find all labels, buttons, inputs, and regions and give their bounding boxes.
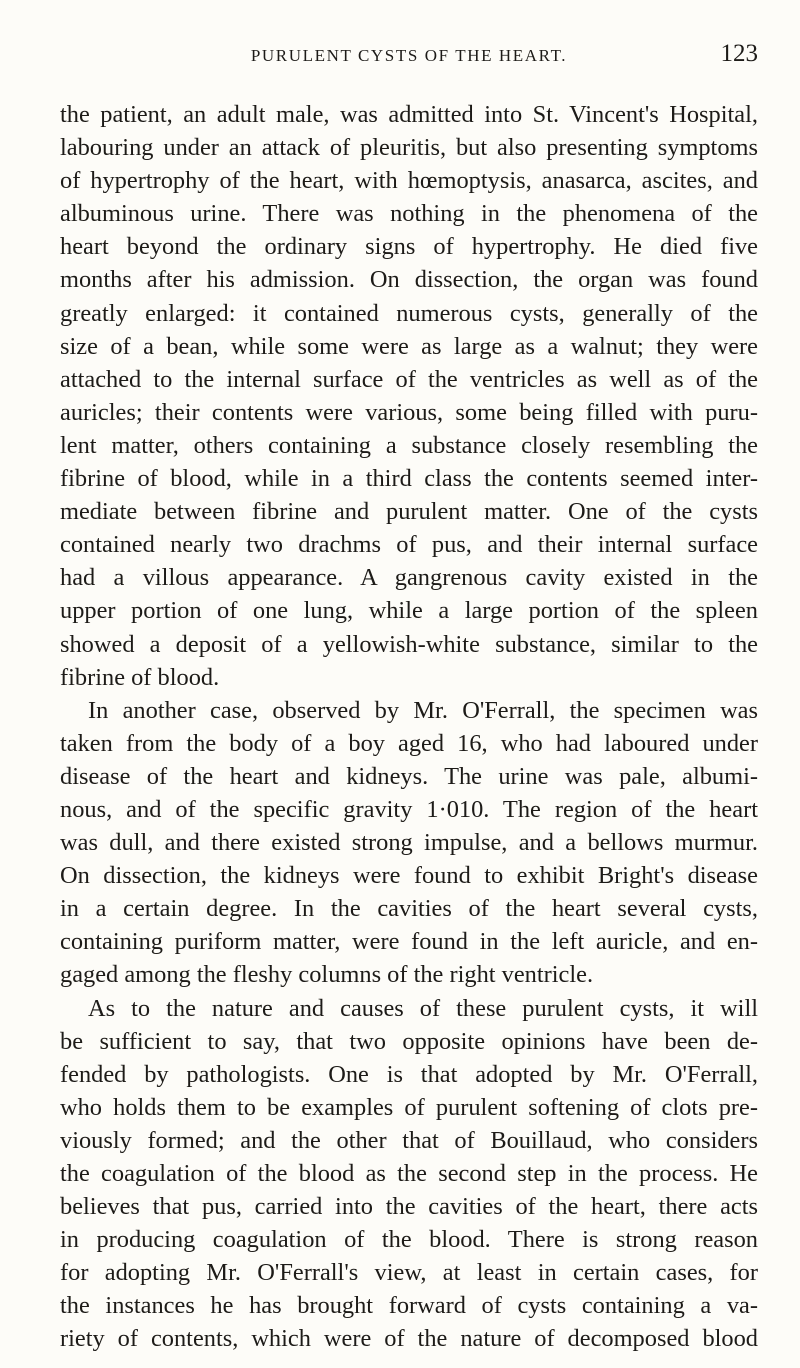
running-title: PURULENT CYSTS OF THE HEART. bbox=[250, 46, 568, 65]
text-line: nous, and of the specific gravity 1·010. The region of the heart bbox=[60, 795, 758, 823]
text-line: heart beyond the ordinary signs of hypertrophy. He died five bbox=[60, 233, 758, 261]
text-line: albuminous urine. There was nothing in the phenomena of the bbox=[60, 200, 758, 228]
text-line: in producing coagulation of the blood. There is strong reason bbox=[60, 1226, 758, 1254]
text-line: disease of the heart and kidneys. The urine was pale, albumi- bbox=[60, 762, 758, 790]
text-line: the coagulation of the blood as the second step in the process. He bbox=[60, 1160, 758, 1187]
text-line: riety of contents, which were of the nature of decomposed blood bbox=[60, 1325, 758, 1353]
text-line: in a certain degree. In the cavities of the heart several cysts, bbox=[60, 895, 758, 923]
text-line: fibrine of blood, while in a third class the contents seemed inter- bbox=[60, 465, 758, 493]
text-line: gaged among the fleshy columns of the right ventricle. bbox=[60, 961, 594, 989]
text-line: the instances he has brought forward of cysts containing a va- bbox=[60, 1292, 758, 1320]
running-head bbox=[60, 40, 758, 74]
text-line: for adopting Mr. O'Ferrall's view, at least in certain cases, for bbox=[60, 1259, 758, 1287]
text-line: On dissection, the kidneys were found to exhibit Bright's disease bbox=[60, 862, 758, 890]
text-line: greatly enlarged: it contained numerous cysts, generally of the bbox=[60, 299, 758, 327]
text-line: was dull, and there existed strong impulse, and a bellows murmur. bbox=[60, 829, 758, 857]
text-line: attached to the internal surface of the ventricles as well as of the bbox=[60, 365, 758, 393]
page-number: 123 bbox=[720, 40, 758, 67]
text-line: containing puriform matter, were found in the left auricle, and en- bbox=[60, 928, 758, 956]
text-line: had a villous appearance. A gangrenous cavity existed in the bbox=[60, 564, 758, 592]
text-line: showed a deposit of a yellowish-white substance, similar to the bbox=[60, 630, 758, 658]
text-line: viously formed; and the other that of Bouillaud, who considers bbox=[60, 1126, 758, 1154]
text-line: upper portion of one lung, while a large portion of the spleen bbox=[60, 597, 758, 625]
text-line: mediate between fibrine and purulent matter. One of the cysts bbox=[60, 498, 758, 526]
text-line: In another case, observed by Mr. O'Ferrall, the specimen was bbox=[88, 696, 758, 724]
text-line: auricles; their contents were various, some being filled with puru- bbox=[60, 398, 758, 426]
text-line: labouring under an attack of pleuritis, but also presenting symptoms bbox=[60, 134, 758, 162]
text-line: As to the nature and causes of these purulent cysts, it will bbox=[88, 994, 758, 1022]
text-line: contained nearly two drachms of pus, and their internal surface bbox=[60, 531, 758, 559]
text-line: lent matter, others containing a substance closely resembling the bbox=[60, 431, 758, 459]
text-line: of hypertrophy of the heart, with hœmoptysis, anasarca, ascites, and bbox=[60, 167, 758, 195]
text-line: believes that pus, carried into the cavities of the heart, there acts bbox=[60, 1193, 758, 1221]
body-text bbox=[60, 98, 758, 1356]
text-line: months after his admission. On dissection, the organ was found bbox=[60, 266, 758, 294]
text-line: who holds them to be examples of purulent softening of clots pre- bbox=[60, 1093, 758, 1121]
text-line: the patient, an adult male, was admitted into St. Vincent's Hospital, bbox=[60, 101, 758, 128]
text-line: taken from the body of a boy aged 16, who had laboured under bbox=[60, 729, 758, 757]
text-line: fended by pathologists. One is that adopted by Mr. O'Ferrall, bbox=[60, 1060, 758, 1088]
text-line: fibrine of blood. bbox=[60, 663, 220, 691]
text-line: be sufficient to say, that two opposite opinions have been de- bbox=[60, 1027, 758, 1055]
text-line: size of a bean, while some were as large as a walnut; they were bbox=[60, 332, 758, 360]
